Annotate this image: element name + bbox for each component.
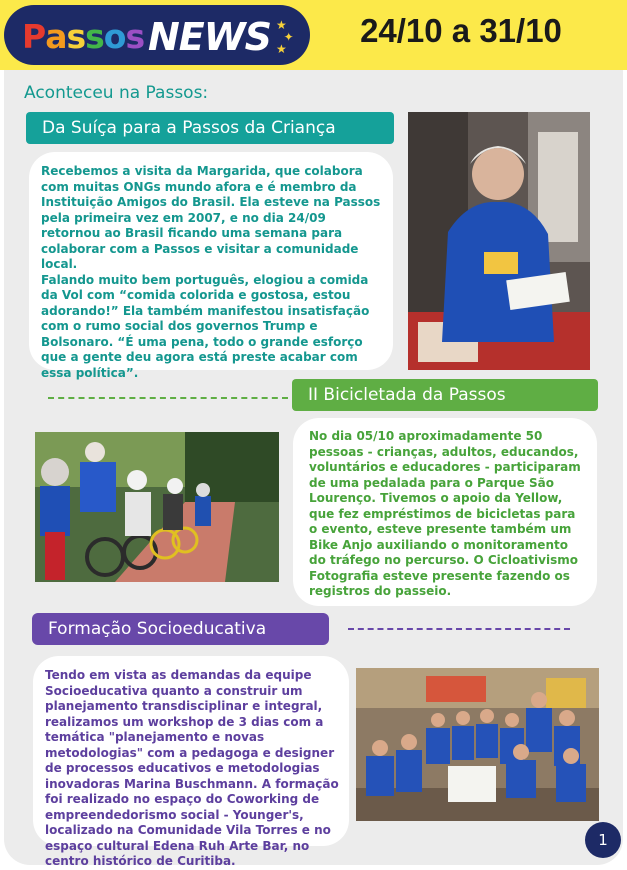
logo-letter: s bbox=[66, 17, 86, 56]
logo-letter: a bbox=[45, 17, 67, 56]
logo-passos-text bbox=[22, 17, 144, 56]
divider-dashed-green bbox=[48, 397, 288, 399]
divider-dashed-purple bbox=[348, 628, 570, 630]
section-title-bike-ride: II Bicicletada da Passos bbox=[292, 379, 598, 411]
header-bar bbox=[0, 0, 627, 70]
section-text-training: Tendo em vista as demandas da equipe Socioeducativa quanto a construir um planejamento transdisciplinar e integral, realizamos um workshop de 3 dias com a temática "planejamento e novas metodologias" com a pedagoga e designer de processos educativos e metodologias inovadoras Marina Buschmann. A formação foi realizado no espaço do Coworking de empreendedorismo social - Younger's, localizado na Comunidade Vila Torres e no espaço cultural Edena Ruh Arte Bar, no centro histórico de Curitiba. bbox=[33, 656, 349, 846]
section-kicker: Aconteceu na Passos: bbox=[24, 83, 209, 103]
date-range: 24/10 a 31/10 bbox=[360, 12, 562, 49]
section-text-bike-ride: No dia 05/10 aproximadamente 50 pessoas - crianças, adultos, educandos, voluntários e educadores - participaram de uma pedalada para o Parque São Lourenço. Tivemos o apoio da Yellow, que fez empréstimos de bicicletas para o evento, esteve presente também um Bike Anjo auxiliando o monitoramento do tráfego no percurso. O Cicloativismo Fotografia esteve presente fazendo os registros do passeio. bbox=[293, 418, 597, 606]
photo-visitor bbox=[408, 112, 590, 370]
page-number: 1 bbox=[585, 822, 621, 858]
logo-letter: s bbox=[85, 17, 104, 56]
section-title-visit: Da Suíça para a Passos da Criança bbox=[26, 112, 394, 144]
section-title-training: Formação Socioeducativa bbox=[32, 613, 329, 645]
photo-bike-ride bbox=[35, 432, 279, 582]
section-text-visit: Recebemos a visita da Margarida, que colabora com muitas ONGs mundo afora e é membro da Instituição Amigos do Brasil. Ela esteve na Passos pela primeira vez em 2007, e no dia 24/09 retornou ao Brasil ficando uma semana para colaborar com a Passos e visitar a comunidade local. Falando muito bem português, elogiou a comida da Vol com “comida colorida e gostosa, estou adorando!” Ela também manifestou insatisfação com o rumo social dos governos Trump e Bolsonaro. “É uma pena, todo o grande esforço que a gente deu agora está preste acabar com essa política”. bbox=[29, 152, 393, 370]
logo-letter: P bbox=[22, 17, 46, 56]
photo-team-group bbox=[356, 668, 599, 821]
sparkle-stars-icon: ★ ✦ ★ bbox=[276, 18, 294, 56]
newsletter-logo bbox=[4, 5, 310, 65]
logo-letter: s bbox=[125, 17, 145, 56]
logo-news-text: NEWS bbox=[148, 15, 272, 59]
logo-letter: o bbox=[103, 17, 126, 56]
